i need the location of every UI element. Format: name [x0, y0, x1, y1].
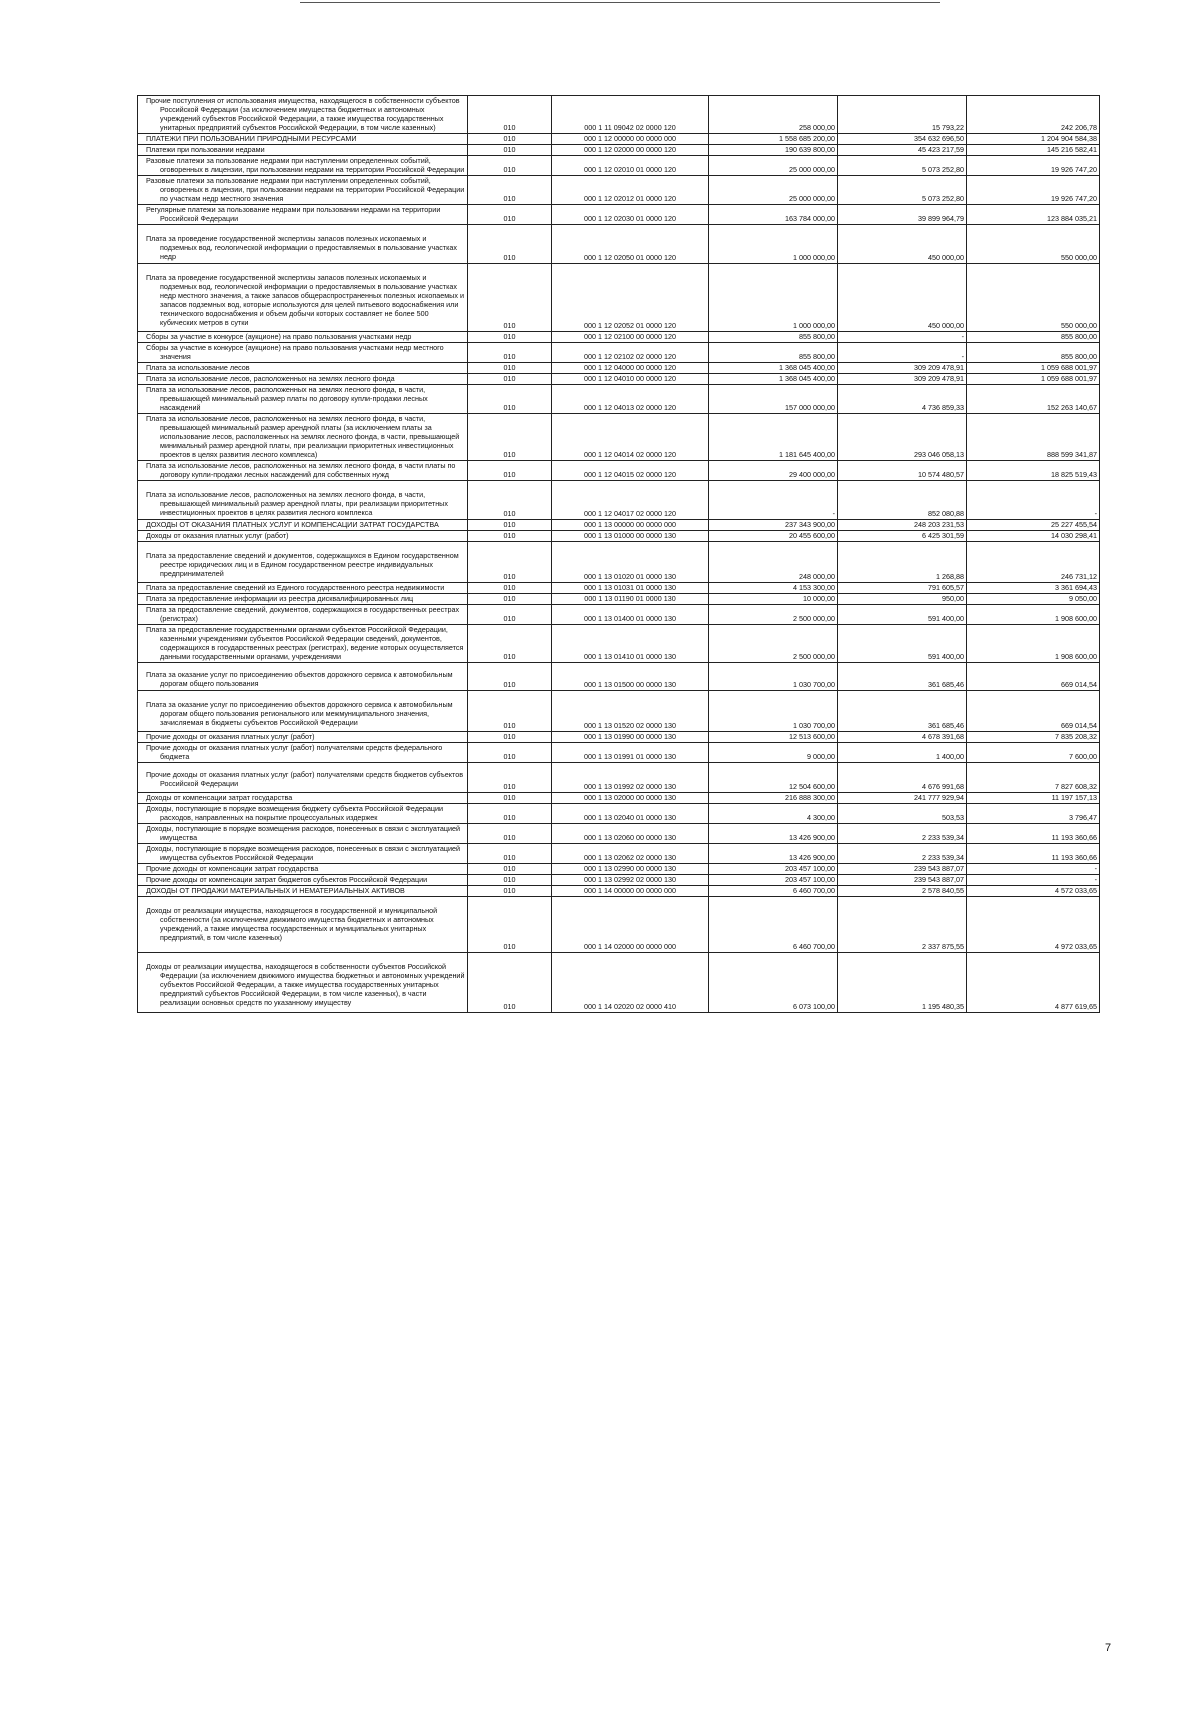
row-approved-plan: 855 800,00 [709, 332, 838, 343]
row-executed: 361 685,46 [838, 691, 967, 732]
row-unexecuted: 1 908 600,00 [967, 605, 1100, 625]
row-name: Плата за предоставление информации из реестра дисквалифицированных лиц [138, 594, 468, 605]
table-row [138, 332, 1100, 343]
row-kbk-code: 000 1 12 04017 02 0000 120 [552, 481, 709, 520]
table-row [138, 96, 1100, 134]
row-name: Прочие доходы от оказания платных услуг (работ) [138, 732, 468, 743]
row-kbk-code: 000 1 13 01400 01 0000 130 [552, 605, 709, 625]
row-executed: 450 000,00 [838, 225, 967, 264]
row-approved-plan: 4 300,00 [709, 804, 838, 824]
row-code: 010 [468, 542, 552, 583]
table-row [138, 176, 1100, 205]
row-unexecuted: 18 825 519,43 [967, 461, 1100, 481]
row-code: 010 [468, 824, 552, 844]
row-code: 010 [468, 594, 552, 605]
row-unexecuted: 11 193 360,66 [967, 844, 1100, 864]
row-kbk-code: 000 1 13 01020 01 0000 130 [552, 542, 709, 583]
table-body [138, 96, 1100, 1013]
row-name: Платежи при пользовании недрами [138, 145, 468, 156]
row-kbk-code: 000 1 13 02060 00 0000 130 [552, 824, 709, 844]
row-executed: 248 203 231,53 [838, 520, 967, 531]
row-name: Плата за оказание услуг по присоединению объектов дорожного сервиса к автомобильным дорогам общего пользования регионального или межмуниципального значения, зачисляемая в бюджеты субъектов Российской Федерации [138, 691, 468, 732]
row-code: 010 [468, 897, 552, 953]
row-executed: 5 073 252,80 [838, 176, 967, 205]
row-name: Плата за использование лесов, расположенных на землях лесного фонда [138, 374, 468, 385]
row-approved-plan: 190 639 800,00 [709, 145, 838, 156]
table-row [138, 953, 1100, 1013]
row-kbk-code: 000 1 14 02020 02 0000 410 [552, 953, 709, 1013]
row-unexecuted: 1 204 904 584,38 [967, 134, 1100, 145]
row-executed: 6 425 301,59 [838, 531, 967, 542]
row-unexecuted: 123 884 035,21 [967, 205, 1100, 225]
table-row [138, 531, 1100, 542]
row-executed: - [838, 332, 967, 343]
row-kbk-code: 000 1 12 04010 00 0000 120 [552, 374, 709, 385]
row-unexecuted: 1 908 600,00 [967, 625, 1100, 663]
row-kbk-code: 000 1 12 00000 00 0000 000 [552, 134, 709, 145]
row-kbk-code: 000 1 12 02052 01 0000 120 [552, 264, 709, 332]
row-unexecuted: 7 835 208,32 [967, 732, 1100, 743]
row-code: 010 [468, 343, 552, 363]
row-name: Сборы за участие в конкурсе (аукционе) на право пользования участками недр [138, 332, 468, 343]
row-unexecuted: 7 827 608,32 [967, 763, 1100, 793]
table-row [138, 763, 1100, 793]
row-kbk-code: 000 1 12 04014 02 0000 120 [552, 414, 709, 461]
row-code: 010 [468, 583, 552, 594]
row-approved-plan: 248 000,00 [709, 542, 838, 583]
row-unexecuted: 550 000,00 [967, 264, 1100, 332]
table-row [138, 481, 1100, 520]
table-row [138, 542, 1100, 583]
row-kbk-code: 000 1 13 01992 02 0000 130 [552, 763, 709, 793]
table-row [138, 897, 1100, 953]
row-approved-plan: 6 460 700,00 [709, 886, 838, 897]
row-executed: 4 736 859,33 [838, 385, 967, 414]
row-name: Прочие доходы от компенсации затрат государства [138, 864, 468, 875]
row-unexecuted: - [967, 875, 1100, 886]
row-name: Доходы, поступающие в порядке возмещения бюджету субъекта Российской Федерации расходов, направленных на покрытие процессуальных издержек [138, 804, 468, 824]
row-approved-plan: 2 500 000,00 [709, 625, 838, 663]
table-row [138, 663, 1100, 691]
row-unexecuted: 4 877 619,65 [967, 953, 1100, 1013]
row-unexecuted: 11 193 360,66 [967, 824, 1100, 844]
row-approved-plan: 1 000 000,00 [709, 225, 838, 264]
table-row [138, 343, 1100, 363]
row-unexecuted: 3 796,47 [967, 804, 1100, 824]
table-row [138, 594, 1100, 605]
row-name: Плата за использование лесов, расположенных на землях лесного фонда, в части, превышающей минимальный размер платы по договору купли-продажи лесных насаждений [138, 385, 468, 414]
row-executed: 4 678 391,68 [838, 732, 967, 743]
table-row [138, 844, 1100, 864]
row-unexecuted: 1 059 688 001,97 [967, 374, 1100, 385]
row-unexecuted: 855 800,00 [967, 332, 1100, 343]
row-unexecuted: 7 600,00 [967, 743, 1100, 763]
row-executed: 239 543 887,07 [838, 875, 967, 886]
row-executed: 1 268,88 [838, 542, 967, 583]
row-approved-plan: 157 000 000,00 [709, 385, 838, 414]
table-row [138, 264, 1100, 332]
row-approved-plan: - [709, 481, 838, 520]
row-executed: 39 899 964,79 [838, 205, 967, 225]
row-kbk-code: 000 1 13 02990 00 0000 130 [552, 864, 709, 875]
row-code: 010 [468, 531, 552, 542]
row-name: Прочие доходы от компенсации затрат бюджетов субъектов Российской Федерации [138, 875, 468, 886]
row-approved-plan: 4 153 300,00 [709, 583, 838, 594]
row-unexecuted: 9 050,00 [967, 594, 1100, 605]
row-name: ДОХОДЫ ОТ ПРОДАЖИ МАТЕРИАЛЬНЫХ И НЕМАТЕРИАЛЬНЫХ АКТИВОВ [138, 886, 468, 897]
row-code: 010 [468, 663, 552, 691]
table-row [138, 886, 1100, 897]
row-approved-plan: 6 460 700,00 [709, 897, 838, 953]
row-code: 010 [468, 875, 552, 886]
row-name: Доходы, поступающие в порядке возмещения расходов, понесенных в связи с эксплуатацией имущества [138, 824, 468, 844]
row-unexecuted: 669 014,54 [967, 691, 1100, 732]
row-code: 010 [468, 864, 552, 875]
row-executed: 450 000,00 [838, 264, 967, 332]
row-executed: 309 209 478,91 [838, 363, 967, 374]
table-row [138, 145, 1100, 156]
row-approved-plan: 1 030 700,00 [709, 663, 838, 691]
row-executed: 1 400,00 [838, 743, 967, 763]
top-border-line [300, 2, 940, 3]
row-name: Разовые платежи за пользование недрами при наступлении определенных событий, оговоренных в лицензии, при пользовании недрами на территории Российской Федерации по участкам недр местного значения [138, 176, 468, 205]
row-approved-plan: 203 457 100,00 [709, 875, 838, 886]
row-code: 010 [468, 691, 552, 732]
row-approved-plan: 29 400 000,00 [709, 461, 838, 481]
table-row [138, 864, 1100, 875]
row-code: 010 [468, 886, 552, 897]
row-code: 010 [468, 844, 552, 864]
row-unexecuted: 246 731,12 [967, 542, 1100, 583]
row-kbk-code: 000 1 14 00000 00 0000 000 [552, 886, 709, 897]
row-code: 010 [468, 414, 552, 461]
row-approved-plan: 13 426 900,00 [709, 824, 838, 844]
row-name: Плата за предоставление сведений из Единого государственного реестра недвижимости [138, 583, 468, 594]
row-kbk-code: 000 1 12 04015 02 0000 120 [552, 461, 709, 481]
row-kbk-code: 000 1 13 01190 01 0000 130 [552, 594, 709, 605]
row-approved-plan: 1 181 645 400,00 [709, 414, 838, 461]
row-approved-plan: 1 030 700,00 [709, 691, 838, 732]
row-unexecuted: 4 572 033,65 [967, 886, 1100, 897]
row-code: 010 [468, 481, 552, 520]
row-approved-plan: 13 426 900,00 [709, 844, 838, 864]
row-name: Плата за проведение государственной экспертизы запасов полезных ископаемых и подземных вод, геологической информации о предоставляемых в пользование участках недр местного значения, а также запасов общераспространенных полезных ископаемых и запасов подземных вод, которые используются для целей питьевого водоснабжения или технического водоснабжения и объем добычи которых составляет не более 500 кубических метров в сутки [138, 264, 468, 332]
row-approved-plan: 1 368 045 400,00 [709, 374, 838, 385]
row-unexecuted: 19 926 747,20 [967, 176, 1100, 205]
row-executed: 591 400,00 [838, 605, 967, 625]
row-kbk-code: 000 1 12 02000 00 0000 120 [552, 145, 709, 156]
row-approved-plan: 20 455 600,00 [709, 531, 838, 542]
row-code: 010 [468, 605, 552, 625]
row-name: Плата за использование лесов, расположенных на землях лесного фонда, в части платы по договору купли-продажи лесных насаждений для собственных нужд [138, 461, 468, 481]
row-code: 010 [468, 96, 552, 134]
table-row [138, 363, 1100, 374]
row-executed: - [838, 343, 967, 363]
row-approved-plan: 203 457 100,00 [709, 864, 838, 875]
row-approved-plan: 1 558 685 200,00 [709, 134, 838, 145]
row-approved-plan: 12 513 600,00 [709, 732, 838, 743]
table-row [138, 793, 1100, 804]
table-row [138, 743, 1100, 763]
row-name: Доходы, поступающие в порядке возмещения расходов, понесенных в связи с эксплуатацией имущества субъектов Российской Федерации [138, 844, 468, 864]
row-kbk-code: 000 1 13 01410 01 0000 130 [552, 625, 709, 663]
row-name: Регулярные платежи за пользование недрами при пользовании недрами на территории Российской Федерации [138, 205, 468, 225]
row-approved-plan: 25 000 000,00 [709, 176, 838, 205]
row-name: Плата за предоставление государственными органами субъектов Российской Федерации, казенными учреждениями субъектов Российской Федерации сведений, документов, содержащихся в государственных реестрах (регистрах), ведение которых осуществляется данными государственными органами, учреждениями [138, 625, 468, 663]
row-executed: 354 632 696,50 [838, 134, 967, 145]
table-row [138, 804, 1100, 824]
row-executed: 852 080,88 [838, 481, 967, 520]
row-code: 010 [468, 134, 552, 145]
row-executed: 950,00 [838, 594, 967, 605]
row-unexecuted: 3 361 694,43 [967, 583, 1100, 594]
row-unexecuted: 19 926 747,20 [967, 156, 1100, 176]
row-approved-plan: 2 500 000,00 [709, 605, 838, 625]
row-kbk-code: 000 1 13 02000 00 0000 130 [552, 793, 709, 804]
row-name: Разовые платежи за пользование недрами при наступлении определенных событий, оговоренных в лицензии, при пользовании недрами на территории Российской Федерации [138, 156, 468, 176]
row-kbk-code: 000 1 12 02102 02 0000 120 [552, 343, 709, 363]
row-executed: 2 337 875,55 [838, 897, 967, 953]
row-name: Плата за использование лесов [138, 363, 468, 374]
row-code: 010 [468, 625, 552, 663]
row-name: Плата за предоставление сведений и документов, содержащихся в Едином государственном реестре юридических лиц и в Едином государственном реестре индивидуальных предпринимателей [138, 542, 468, 583]
row-kbk-code: 000 1 13 01520 02 0000 130 [552, 691, 709, 732]
row-approved-plan: 9 000,00 [709, 743, 838, 763]
row-code: 010 [468, 763, 552, 793]
row-executed: 5 073 252,80 [838, 156, 967, 176]
row-kbk-code: 000 1 12 02010 01 0000 120 [552, 156, 709, 176]
row-executed: 293 046 058,13 [838, 414, 967, 461]
row-approved-plan: 6 073 100,00 [709, 953, 838, 1013]
row-executed: 2 233 539,34 [838, 824, 967, 844]
table-row [138, 625, 1100, 663]
table-row [138, 374, 1100, 385]
row-approved-plan: 1 000 000,00 [709, 264, 838, 332]
row-name: Сборы за участие в конкурсе (аукционе) на право пользования участками недр местного значения [138, 343, 468, 363]
table-row [138, 156, 1100, 176]
row-kbk-code: 000 1 13 01991 01 0000 130 [552, 743, 709, 763]
row-kbk-code: 000 1 12 02100 00 0000 120 [552, 332, 709, 343]
row-kbk-code: 000 1 12 04013 02 0000 120 [552, 385, 709, 414]
row-kbk-code: 000 1 12 02050 01 0000 120 [552, 225, 709, 264]
row-code: 010 [468, 520, 552, 531]
row-approved-plan: 163 784 000,00 [709, 205, 838, 225]
row-code: 010 [468, 332, 552, 343]
row-unexecuted: 4 972 033,65 [967, 897, 1100, 953]
row-name: Плата за проведение государственной экспертизы запасов полезных ископаемых и подземных вод, геологической информации о предоставляемых в пользование участках недр [138, 225, 468, 264]
row-name: Плата за использование лесов, расположенных на землях лесного фонда, в части, превышающей минимальный размер арендной платы, при реализации приоритетных инвестиционных проектов в целях развития лесного комплекса [138, 481, 468, 520]
row-kbk-code: 000 1 13 00000 00 0000 000 [552, 520, 709, 531]
row-executed: 45 423 217,59 [838, 145, 967, 156]
row-approved-plan: 216 888 300,00 [709, 793, 838, 804]
page-number: 7 [1105, 1642, 1112, 1654]
row-approved-plan: 1 368 045 400,00 [709, 363, 838, 374]
row-code: 010 [468, 793, 552, 804]
row-kbk-code: 000 1 13 01990 00 0000 130 [552, 732, 709, 743]
row-name: Прочие доходы от оказания платных услуг (работ) получателями средств бюджетов субъектов Российской Федерации [138, 763, 468, 793]
row-unexecuted: - [967, 481, 1100, 520]
row-code: 010 [468, 953, 552, 1013]
row-name: Плата за оказание услуг по присоединению объектов дорожного сервиса к автомобильным дорогам общего пользования [138, 663, 468, 691]
row-executed: 10 574 480,57 [838, 461, 967, 481]
row-approved-plan: 258 000,00 [709, 96, 838, 134]
row-code: 010 [468, 156, 552, 176]
table-row [138, 385, 1100, 414]
row-name: Плата за использование лесов, расположенных на землях лесного фонда, в части, превышающей минимальный размер арендной платы (за исключением платы за использование лесов, расположенных на землях лесного фонда, в части, превышающей минимальный размер арендной платы, при реализации приоритетных инвестиционных проектов в целях развития лесного комплекса) [138, 414, 468, 461]
row-unexecuted: 152 263 140,67 [967, 385, 1100, 414]
row-kbk-code: 000 1 12 02030 01 0000 120 [552, 205, 709, 225]
row-code: 010 [468, 732, 552, 743]
row-executed: 239 543 887,07 [838, 864, 967, 875]
row-unexecuted: 14 030 298,41 [967, 531, 1100, 542]
row-unexecuted: 242 206,78 [967, 96, 1100, 134]
table-row [138, 225, 1100, 264]
row-executed: 2 233 539,34 [838, 844, 967, 864]
row-code: 010 [468, 385, 552, 414]
row-unexecuted: 550 000,00 [967, 225, 1100, 264]
row-unexecuted: 888 599 341,87 [967, 414, 1100, 461]
row-kbk-code: 000 1 13 01031 01 0000 130 [552, 583, 709, 594]
row-code: 010 [468, 264, 552, 332]
row-name: Доходы от реализации имущества, находящегося в государственной и муниципальной собственности (за исключением движимого имущества бюджетных и автономных учреждений, а также имущества государственных и муниципальных унитарных предприятий, в том числе казенных) [138, 897, 468, 953]
row-executed: 4 676 991,68 [838, 763, 967, 793]
table-row [138, 824, 1100, 844]
revenue-report-table [137, 95, 1100, 1013]
table-row [138, 875, 1100, 886]
table-row [138, 605, 1100, 625]
row-code: 010 [468, 363, 552, 374]
row-code: 010 [468, 145, 552, 156]
row-kbk-code: 000 1 13 02992 02 0000 130 [552, 875, 709, 886]
row-name: Плата за предоставление сведений, документов, содержащихся в государственных реестрах (регистрах) [138, 605, 468, 625]
row-kbk-code: 000 1 12 02012 01 0000 120 [552, 176, 709, 205]
row-code: 010 [468, 804, 552, 824]
row-code: 010 [468, 743, 552, 763]
row-approved-plan: 855 800,00 [709, 343, 838, 363]
table-row [138, 691, 1100, 732]
row-unexecuted: 145 216 582,41 [967, 145, 1100, 156]
row-executed: 309 209 478,91 [838, 374, 967, 385]
row-kbk-code: 000 1 13 01000 00 0000 130 [552, 531, 709, 542]
table-row [138, 461, 1100, 481]
row-unexecuted: 669 014,54 [967, 663, 1100, 691]
row-kbk-code: 000 1 13 02062 02 0000 130 [552, 844, 709, 864]
row-code: 010 [468, 205, 552, 225]
row-name: ПЛАТЕЖИ ПРИ ПОЛЬЗОВАНИИ ПРИРОДНЫМИ РЕСУРСАМИ [138, 134, 468, 145]
row-approved-plan: 12 504 600,00 [709, 763, 838, 793]
row-executed: 1 195 480,35 [838, 953, 967, 1013]
row-code: 010 [468, 374, 552, 385]
row-unexecuted: - [967, 864, 1100, 875]
row-name: Доходы от компенсации затрат государства [138, 793, 468, 804]
row-code: 010 [468, 225, 552, 264]
row-executed: 503,53 [838, 804, 967, 824]
row-unexecuted: 25 227 455,54 [967, 520, 1100, 531]
table-row [138, 134, 1100, 145]
row-unexecuted: 1 059 688 001,97 [967, 363, 1100, 374]
row-executed: 2 578 840,55 [838, 886, 967, 897]
row-executed: 361 685,46 [838, 663, 967, 691]
row-approved-plan: 10 000,00 [709, 594, 838, 605]
row-kbk-code: 000 1 13 01500 00 0000 130 [552, 663, 709, 691]
row-kbk-code: 000 1 11 09042 02 0000 120 [552, 96, 709, 134]
row-executed: 15 793,22 [838, 96, 967, 134]
row-unexecuted: 855 800,00 [967, 343, 1100, 363]
table-row [138, 520, 1100, 531]
row-name: Прочие доходы от оказания платных услуг (работ) получателями средств федерального бюджета [138, 743, 468, 763]
row-code: 010 [468, 461, 552, 481]
table-row [138, 583, 1100, 594]
row-approved-plan: 237 343 900,00 [709, 520, 838, 531]
row-name: Доходы от реализации имущества, находящегося в собственности субъектов Российской Федерации (за исключением движимого имущества бюджетных и автономных учреждений субъектов Российской Федерации, а также имущества государственных унитарных предприятий субъектов Российской Федерации, в том числе казенных), в части реализации основных средств по указанному имуществу [138, 953, 468, 1013]
row-executed: 591 400,00 [838, 625, 967, 663]
row-code: 010 [468, 176, 552, 205]
row-name: ДОХОДЫ ОТ ОКАЗАНИЯ ПЛАТНЫХ УСЛУГ И КОМПЕНСАЦИИ ЗАТРАТ ГОСУДАРСТВА [138, 520, 468, 531]
row-name: Доходы от оказания платных услуг (работ) [138, 531, 468, 542]
row-name: Прочие поступления от использования имущества, находящегося в собственности субъектов Российской Федерации (за исключением имущества бюджетных и автономных учреждений субъектов Российской Федерации, а также имущества государственных унитарных предприятий субъектов Российской Федерации, в том числе казенных) [138, 96, 468, 134]
row-kbk-code: 000 1 14 02000 00 0000 000 [552, 897, 709, 953]
table-row [138, 732, 1100, 743]
row-unexecuted: 11 197 157,13 [967, 793, 1100, 804]
table-row [138, 414, 1100, 461]
row-executed: 791 605,57 [838, 583, 967, 594]
row-approved-plan: 25 000 000,00 [709, 156, 838, 176]
row-kbk-code: 000 1 13 02040 01 0000 130 [552, 804, 709, 824]
row-executed: 241 777 929,94 [838, 793, 967, 804]
row-kbk-code: 000 1 12 04000 00 0000 120 [552, 363, 709, 374]
table-row [138, 205, 1100, 225]
